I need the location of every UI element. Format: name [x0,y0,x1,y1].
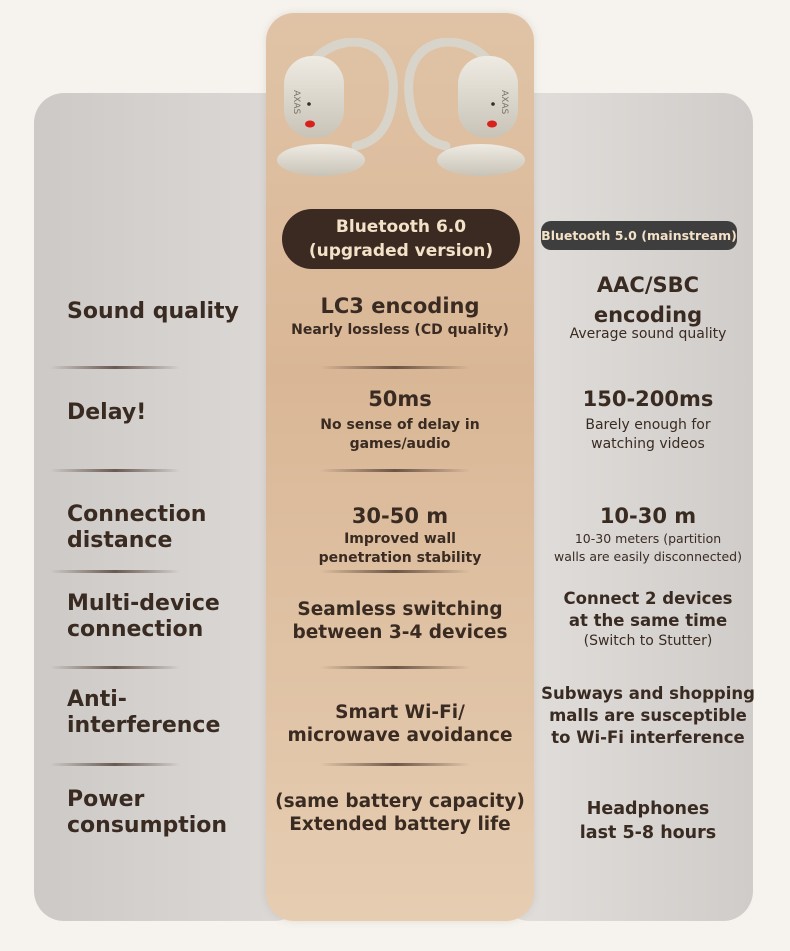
right-anti-interference: Subways and shopping malls are susceptible to Wi-Fi interference [541,684,755,747]
divider [320,666,470,669]
right-sound-quality: AAC/SBC encoding Average sound quality [569,273,727,342]
divider [50,469,180,472]
brand-text-right: AXAS [499,90,509,115]
center-multi-device: Seamless switching between 3-4 devices [292,599,508,643]
label-power-consumption: Power consumption [67,787,228,838]
center-power-consumption: (same battery capacity) Extended battery life [275,791,525,835]
label-connection-distance: Connection distance [67,502,207,553]
right-multi-device: Connect 2 devices at the same time (Switch to Stutter) [563,589,733,649]
earbuds-image [276,38,526,188]
label-anti-interference: Anti- interference [67,687,221,738]
center-connection-distance: 30-50 m Improved wall penetration stability [318,504,482,566]
center-sound-quality: LC3 encoding Nearly lossless (CD quality) [291,294,509,338]
divider [50,570,180,573]
divider [320,763,470,766]
label-delay: Delay! [67,400,147,425]
badge-main-line2: (upgraded version) [308,241,494,261]
divider [50,763,180,766]
divider [50,666,180,669]
right-delay: 150-200ms Barely enough for watching videos [582,387,714,452]
divider [320,366,470,369]
center-delay: 50ms No sense of delay in games/audio [320,387,480,452]
badge-main-line1: Bluetooth 6.0 [335,217,467,237]
divider [320,570,470,573]
divider [320,469,470,472]
brand-text-left: AXAS [291,90,301,115]
center-anti-interference: Smart Wi-Fi/ microwave avoidance [287,702,513,746]
right-connection-distance: 10-30 m 10-30 meters (partition walls are easily disconnected) [554,504,742,564]
label-sound-quality: Sound quality [67,299,239,324]
bluetooth-6-badge [282,209,520,269]
right-power-consumption: Headphones last 5-8 hours [579,799,717,843]
bluetooth-5-badge: Bluetooth 5.0 (mainstream) [541,221,737,250]
label-multi-device: Multi-device connection [67,591,220,642]
divider [50,366,180,369]
